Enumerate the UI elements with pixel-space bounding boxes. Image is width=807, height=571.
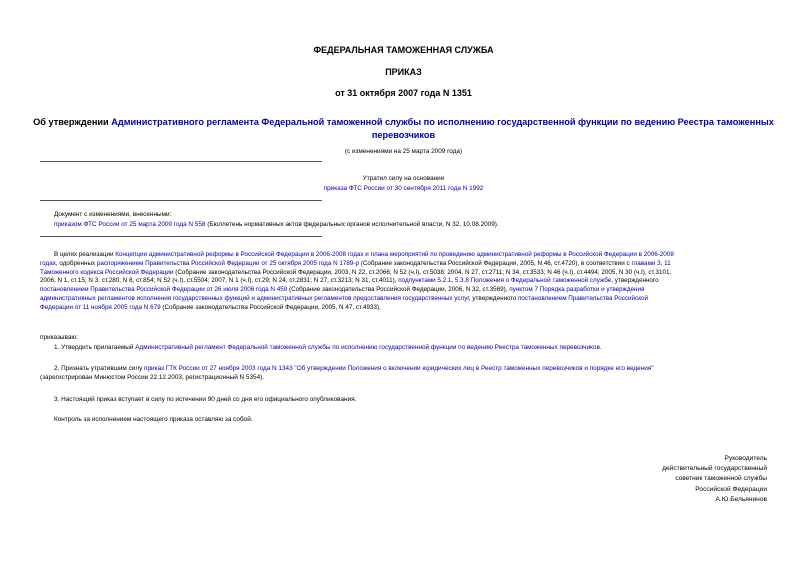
- item-2-cont: (зарегистрирован Минюстом России 22.12.2003, регистрационный N 5354).: [40, 374, 265, 381]
- resolution-459-link[interactable]: постановлением Правительства Российской Федерации от 26 июля 2006 года N 459: [40, 286, 288, 293]
- signature-block: Руководитель действительный государственный советник таможенной службы Российской Федерации А.Ю.Бельянинов: [662, 454, 767, 505]
- procedure-link-cont[interactable]: административных регламентов исполнения государственных функций и административных регламентов предоставления государственных услуг: [40, 294, 469, 302]
- preamble-line: годах, одобренных распоряжением Правительства Российской Федерации от 25 октября 2005 года N 1789-р (Собрание законодательства Российской Федерации, 2005, N 46, ст.4720), в соответствии с главами 3, 11: [40, 259, 671, 267]
- preamble-line: В целях реализации Концепции административной реформы в Российской Федерации в 2006-2008 годах и плана мероприятий по проведению административной реформы в Российской Федерации в 2006-2008: [54, 251, 674, 258]
- amendment-note: (с изменениями на 25 марта 2009 года): [344, 148, 463, 155]
- gtk-order-link[interactable]: приказ ГТК России от 27 ноября 2003 года N 1343 "Об утверждении Положения о включении юридических лиц в Реестр таможенных перевозчиков и порядке его ведения": [144, 365, 654, 372]
- doc-type: ПРИКАЗ: [385, 67, 422, 77]
- agency-name: ФЕДЕРАЛЬНАЯ ТАМОЖЕННАЯ СЛУЖБА: [313, 45, 494, 55]
- decree-link[interactable]: распоряжением Правительства Российской Федерации от 25 октября 2005 года N 1789-р: [96, 259, 359, 267]
- divider: [40, 161, 322, 162]
- signatory-name: А.Ю.Бельянинов: [715, 495, 767, 503]
- preamble-line: постановлением Правительства Российской Федерации от 26 июля 2006 года N 459 (Собрание законодательства Российской Федерации, 2006, N 32, ст.3569), пунктом 7 Порядка разработки и утверждения: [40, 286, 645, 293]
- customs-code-link[interactable]: Таможенного кодекса Российской Федерации: [40, 268, 174, 276]
- regulation-link[interactable]: подпунктами 5.2.1, 5.3.8 Положения о Федеральной таможенной службе: [398, 277, 612, 285]
- title-prefix: Об утверждении: [33, 117, 112, 127]
- expired-link[interactable]: приказа ФТС России от 30 сентября 2011 года N 1992: [323, 185, 484, 192]
- title-link[interactable]: Административного регламента Федеральной таможенной службы по исполнению государственной функции по ведению Реестра таможенных: [111, 117, 774, 127]
- procedure-link[interactable]: пунктом 7 Порядка разработки и утверждения: [509, 286, 645, 293]
- expired-label: Утратил силу на основании: [362, 175, 445, 182]
- control-clause: Контроль за исполнением настоящего приказа оставляю за собой.: [54, 416, 253, 423]
- divider: [40, 200, 322, 201]
- preamble-line: административных регламентов исполнения государственных функций и административных регламентов предоставления государственных услуг, утвержденного постановлением Правительства Российской: [40, 294, 649, 302]
- changes-label: Документ с изменениями, внесенными:: [54, 211, 172, 218]
- resolution-679-link-cont[interactable]: Федерации от 11 ноября 2005 года N 679: [40, 303, 161, 311]
- regulation-approved-link[interactable]: Административный регламент Федеральной таможенной службы по исполнению государственной функции по ведению Реестра таможенных перевозчиков: [135, 344, 600, 351]
- doc-date-number: от 31 октября 2007 года N 1351: [335, 88, 472, 98]
- preamble-line: Федерации от 11 ноября 2005 года N 679 (Собрание законодательства Российской Федерации, 2005, N 47, ст.4933),: [40, 303, 381, 311]
- item-1: 1. Утвердить прилагаемый Административный регламент Федеральной таможенной службы по исполнению государственной функции по ведению Реестра таможенных перевозчиков.: [54, 344, 602, 351]
- concept-link[interactable]: Концепции административной реформы в Российской Федерации в 2006-2008 годах и плана мероприятий по проведению административной реформы в Российской Федерации в 2006-2008: [115, 251, 674, 258]
- preamble-line: 2006, N 1, ст.15; N 3, ст.280; N 8, ст.854; N 52 (ч.I), ст.5504; 2007, N 1 (ч.I), ст.29; N 24, ст.2831; N 27, ст.3213; N 31, ст.4011), подпунктами 5.2.1, 5.3.8 Положения о Федеральной таможенной службе, утвержденного: [40, 277, 659, 285]
- preamble-line: Таможенного кодекса Российской Федерации (Собрание законодательства Российской Федерации, 2003, N 22, ст.2066; N 52 (ч.I), ст.5038; 2004, N 27, ст.2711; N 34, ст.3533; N 46 (ч.I), ст.4494; 2005, N 30 (ч.I), ст.3101;: [40, 268, 672, 276]
- item-3: 3. Настоящий приказ вступает в силу по истечении 90 дней со дня его официального опубликования.: [54, 396, 357, 403]
- item-2: 2. Признать утратившим силу приказ ГТК России от 27 ноября 2003 года N 1343 "Об утверждении Положения о включении юридических лиц в Реестр таможенных перевозчиков и порядке его ведения": [54, 365, 654, 372]
- preamble: [40, 251, 768, 312]
- changes-line: приказом ФТС России от 25 марта 2009 года N 558 (Бюллетень нормативных актов федеральных органов исполнительной власти, N 32, 10.08.2009).: [54, 221, 499, 228]
- divider: [40, 236, 322, 237]
- order-word: приказываю:: [40, 334, 78, 341]
- chapters-link[interactable]: главами 3, 11: [631, 259, 671, 267]
- title-link-cont[interactable]: перевозчиков: [371, 130, 436, 140]
- changes-link[interactable]: приказом ФТС России от 25 марта 2009 года N 558: [54, 221, 206, 228]
- concept-link-cont[interactable]: годах: [40, 259, 56, 267]
- resolution-679-link[interactable]: постановлением Правительства Российской: [517, 294, 649, 302]
- doc-title: [0, 116, 807, 142]
